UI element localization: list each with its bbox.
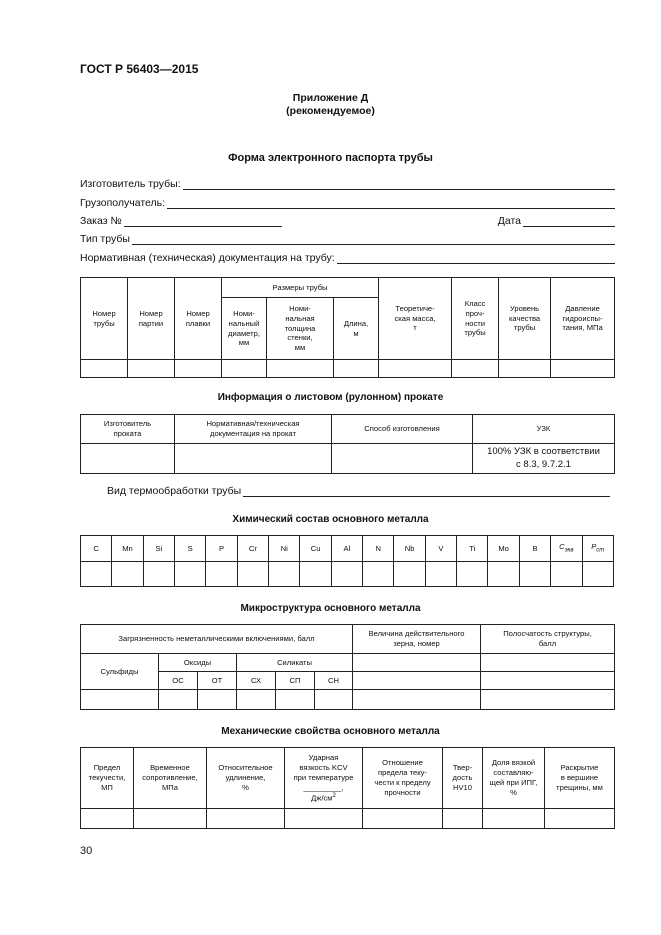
ot-header: ОТ xyxy=(198,672,237,690)
sheet-manufacturer-header: Изготовитель проката xyxy=(81,415,175,444)
hardness-header: Твер- дость HV10 xyxy=(443,748,483,809)
element-nb: Nb xyxy=(394,536,425,562)
chem-section-title: Химический состав основного металла xyxy=(232,514,429,525)
data-cell[interactable] xyxy=(353,672,481,690)
grain-size-header: Величина действительного зерна, номер xyxy=(353,625,481,654)
date-line[interactable] xyxy=(523,215,615,227)
oxides-header: Оксиды xyxy=(159,654,237,672)
element-b: B xyxy=(519,536,550,562)
sheet-section-title: Информация о листовом (рулонном) прокате xyxy=(217,392,444,403)
mech-section-title: Механические свойства основного металла xyxy=(221,726,440,737)
data-cell[interactable] xyxy=(545,809,615,829)
page-number: 30 xyxy=(80,845,93,857)
element-s: S xyxy=(175,536,206,562)
data-cell[interactable] xyxy=(551,562,582,587)
ctod-header: Раскрытие в вершине трещины, мм xyxy=(545,748,615,809)
element-v: V xyxy=(425,536,456,562)
data-cell[interactable] xyxy=(582,562,614,587)
heat-no-header: Номер плавки xyxy=(175,278,222,360)
sheet-table xyxy=(80,414,615,474)
sulfides-header: Сульфиды xyxy=(81,654,159,690)
data-cell[interactable] xyxy=(519,562,550,587)
cn-header: СН xyxy=(315,672,353,690)
data-cell[interactable] xyxy=(481,672,615,690)
length-header: Длина, м xyxy=(334,298,379,360)
silicates-header: Силикаты xyxy=(237,654,353,672)
consignee-label: Грузополучатель: xyxy=(80,197,166,209)
element-c: C xyxy=(81,536,112,562)
micro-table xyxy=(80,624,615,710)
chem-table xyxy=(80,535,614,587)
pcm-sub: cm xyxy=(596,547,605,554)
data-cell[interactable] xyxy=(128,360,175,378)
data-cell[interactable] xyxy=(81,690,159,710)
data-cell[interactable] xyxy=(237,562,268,587)
manufacturer-label: Изготовитель трубы: xyxy=(80,178,181,190)
data-cell[interactable] xyxy=(207,809,285,829)
pipe-type-line[interactable] xyxy=(132,233,615,245)
order-date-row xyxy=(80,213,615,227)
cp-header: СП xyxy=(276,672,315,690)
data-cell[interactable] xyxy=(159,690,198,710)
data-cell[interactable] xyxy=(363,809,443,829)
data-cell[interactable] xyxy=(499,360,551,378)
contamination-header: Загрязненность неметаллическими включениями, балл xyxy=(81,625,353,654)
data-cell[interactable] xyxy=(134,809,207,829)
cx-header: СХ xyxy=(237,672,276,690)
element-mn: Mn xyxy=(112,536,143,562)
manufacturer-line[interactable] xyxy=(183,178,615,190)
pipe-no-header: Номер трубы xyxy=(81,278,128,360)
appendix-subtitle: (рекомендуемое) xyxy=(286,105,375,117)
data-cell[interactable] xyxy=(143,562,174,587)
data-cell[interactable] xyxy=(363,562,394,587)
data-cell[interactable] xyxy=(331,562,362,587)
element-p: P xyxy=(206,536,237,562)
impact-label: Ударная вязкость KCV при температуре _________, xyxy=(293,753,354,792)
appendix-title: Приложение Д xyxy=(292,92,369,104)
data-cell[interactable] xyxy=(81,360,128,378)
data-cell[interactable] xyxy=(237,690,276,710)
element-al: Al xyxy=(331,536,362,562)
sheet-method-header: Способ изготовления xyxy=(332,415,473,444)
banding-header: Полосчатость структуры, балл xyxy=(481,625,615,654)
element-ti: Ti xyxy=(457,536,488,562)
manufacturer-field[interactable] xyxy=(80,176,615,190)
data-cell[interactable] xyxy=(443,809,483,829)
element-ni: Ni xyxy=(269,536,300,562)
strength-class-header: Класс проч- ности трубы xyxy=(452,278,499,360)
data-cell[interactable] xyxy=(300,562,331,587)
normative-doc-line[interactable] xyxy=(337,252,615,264)
heat-treatment-label: Вид термообработки трубы xyxy=(107,485,242,497)
normative-doc-field[interactable] xyxy=(80,250,615,264)
data-cell[interactable] xyxy=(198,690,237,710)
heat-treatment-field[interactable] xyxy=(107,483,610,497)
data-cell[interactable] xyxy=(175,562,206,587)
element-cr: Cr xyxy=(237,536,268,562)
data-cell[interactable] xyxy=(81,809,134,829)
elongation-header: Относительное удлинение, % xyxy=(207,748,285,809)
element-ceq xyxy=(551,536,582,562)
standard-code: ГОСТ Р 56403—2015 xyxy=(80,62,199,76)
impact-header xyxy=(285,748,363,809)
data-cell[interactable] xyxy=(332,444,473,474)
data-cell[interactable] xyxy=(488,562,519,587)
oc-header: ОС xyxy=(159,672,198,690)
impact-unit-sup: 2 xyxy=(332,792,336,799)
element-si: Si xyxy=(143,536,174,562)
test-pressure-header: Давление гидроиспы- тания, МПа xyxy=(551,278,615,360)
ceq-sub: экв xyxy=(564,547,574,554)
data-cell[interactable] xyxy=(222,360,267,378)
data-cell[interactable] xyxy=(452,360,499,378)
normative-doc-label: Нормативная (техническая) документация на трубу: xyxy=(80,252,335,264)
data-cell[interactable] xyxy=(315,690,353,710)
uzk-value: 100% УЗК в соответствии с 8.3, 9.7.2.1 xyxy=(473,444,615,474)
form-title: Форма электронного паспорта трубы xyxy=(228,152,433,164)
data-cell[interactable] xyxy=(175,360,222,378)
data-cell[interactable] xyxy=(551,360,615,378)
tensile-strength-header: Временное сопротивление, МПа xyxy=(134,748,207,809)
date-label: Дата xyxy=(497,215,521,227)
yield-ratio-header: Отношение предела теку- чести к пределу прочности xyxy=(363,748,443,809)
data-cell[interactable] xyxy=(285,809,363,829)
data-cell[interactable] xyxy=(481,690,615,710)
yield-strength-header: Предел текучести, МП xyxy=(81,748,134,809)
data-cell[interactable] xyxy=(353,654,481,672)
data-cell[interactable] xyxy=(206,562,237,587)
data-cell[interactable] xyxy=(483,809,545,829)
element-cu: Cu xyxy=(300,536,331,562)
theoretical-mass-header: Теоретиче- ская масса, т xyxy=(379,278,452,360)
order-line[interactable] xyxy=(124,215,282,227)
order-label: Заказ № xyxy=(80,215,122,227)
uzk-header: УЗК xyxy=(473,415,615,444)
pcm-base: P xyxy=(591,541,597,551)
data-cell[interactable] xyxy=(425,562,456,587)
element-pcm xyxy=(582,536,614,562)
data-cell[interactable] xyxy=(334,360,379,378)
consignee-field[interactable] xyxy=(80,195,615,209)
data-cell[interactable] xyxy=(394,562,425,587)
element-mo: Mo xyxy=(488,536,519,562)
ceq-base: C xyxy=(559,541,565,551)
heat-treatment-line[interactable] xyxy=(243,485,610,497)
data-cell[interactable] xyxy=(379,360,452,378)
data-cell[interactable] xyxy=(112,562,143,587)
data-cell[interactable] xyxy=(175,444,332,474)
consignee-line[interactable] xyxy=(167,197,615,209)
pipe-sizes-header: Размеры трубы xyxy=(222,278,379,298)
quality-level-header: Уровень качества трубы xyxy=(499,278,551,360)
data-cell[interactable] xyxy=(267,360,334,378)
impact-unit: Дж/см xyxy=(311,793,333,803)
nominal-wall-header: Номи- нальная толщина стенки, мм xyxy=(267,298,334,360)
nominal-diameter-header: Номи- нальный диаметр, мм xyxy=(222,298,267,360)
pipe-table xyxy=(80,277,615,378)
sheet-doc-header: Нормативная/техническая документация на прокат xyxy=(175,415,332,444)
data-cell[interactable] xyxy=(353,690,481,710)
micro-section-title: Микроструктура основного металла xyxy=(240,603,421,614)
data-cell[interactable] xyxy=(81,562,112,587)
mech-table xyxy=(80,747,615,829)
data-cell[interactable] xyxy=(81,444,175,474)
data-cell[interactable] xyxy=(457,562,488,587)
element-n: N xyxy=(363,536,394,562)
data-cell[interactable] xyxy=(269,562,300,587)
lot-no-header: Номер партии xyxy=(128,278,175,360)
data-cell[interactable] xyxy=(481,654,615,672)
pipe-type-label: Тип трубы xyxy=(80,233,130,245)
pipe-type-field[interactable] xyxy=(80,231,615,245)
ductile-fraction-header: Доля вязкой составляю- щей при ИПГ, % xyxy=(483,748,545,809)
data-cell[interactable] xyxy=(276,690,315,710)
